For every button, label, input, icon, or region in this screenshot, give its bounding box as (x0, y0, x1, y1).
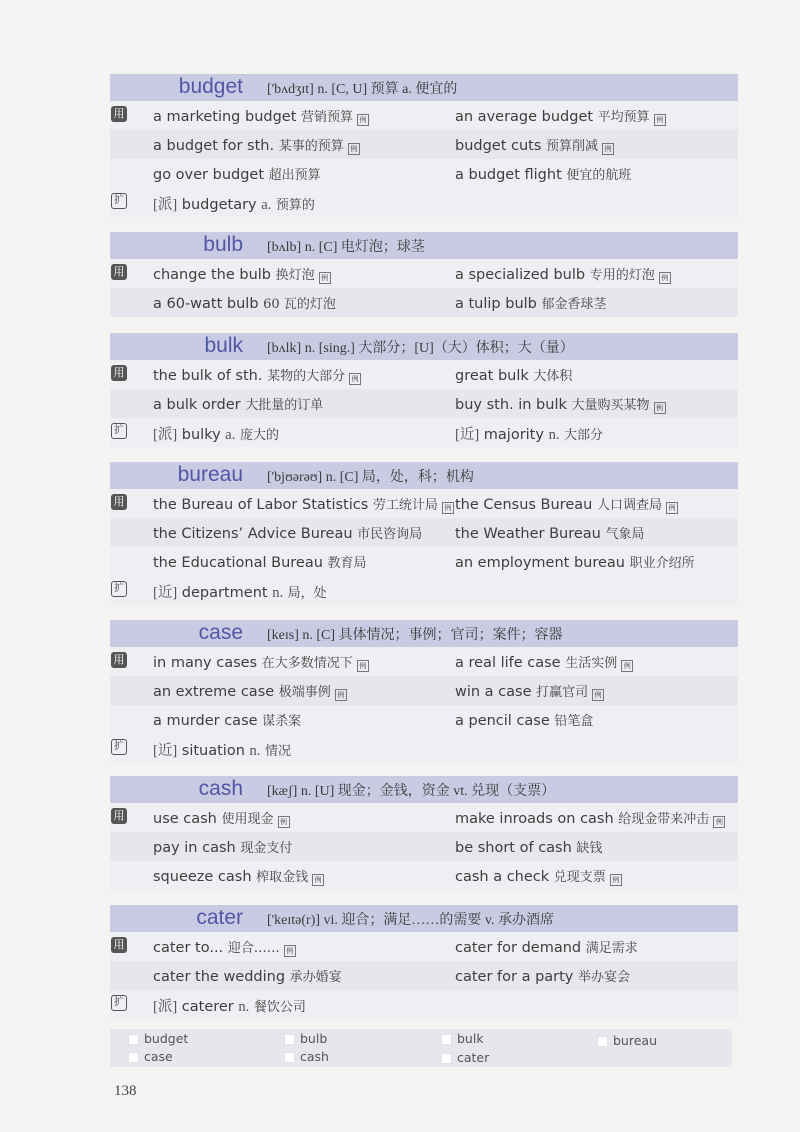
phrase-right (455, 552, 695, 571)
entry-header (110, 462, 738, 489)
extension-tag: [派] (153, 197, 178, 213)
review-word: budget (144, 1031, 189, 1046)
entry-body (110, 101, 738, 217)
phrase-en: an employment bureau (455, 555, 625, 571)
phrase-en: a real life case (455, 655, 561, 671)
phrase-zh: 极端事例 (278, 685, 331, 700)
phrase-left (153, 866, 324, 886)
extension-zh: 预算的 (275, 198, 315, 213)
extension-word: majority (483, 427, 544, 443)
phrase-left (153, 552, 367, 571)
phrase-left (153, 494, 454, 514)
phrase-left (153, 652, 369, 672)
phrase-zh: 平均预算 (597, 110, 650, 125)
phrase-row (110, 259, 738, 288)
phrase-right (455, 937, 638, 956)
phrase-right (455, 710, 593, 729)
phrase-en: a budget for sth. (153, 138, 275, 154)
example-icon: 例 (592, 689, 604, 701)
extension-word: budgetary (181, 197, 257, 213)
example-icon: 例 (621, 660, 633, 672)
entry-block (110, 333, 738, 447)
phrase-right (455, 966, 630, 985)
phrase-right (455, 866, 622, 886)
example-icon: 例 (284, 945, 296, 957)
phrase-row (110, 130, 738, 159)
phrase-row (110, 288, 738, 317)
example-icon: 例 (348, 143, 360, 155)
phrase-zh: 专用的灯泡 (589, 268, 655, 283)
phrase-right (455, 808, 725, 828)
extension-zh: 庞大的 (239, 428, 279, 443)
phrase-right (455, 293, 607, 312)
phrase-en: the bulk of sth. (153, 368, 263, 384)
phrase-zh: 教育局 (327, 556, 367, 571)
phrase-zh: 人口调查局 (596, 498, 662, 513)
headword: bulk (204, 334, 243, 357)
phrase-left (153, 106, 369, 126)
usage-icon: 用 (111, 106, 127, 122)
example-icon: 例 (610, 874, 622, 886)
headword: cash (198, 777, 243, 800)
phrase-zh: 给现金带来冲击 (618, 812, 710, 827)
usage-icon: 用 (111, 652, 127, 668)
phrase-en: cater the wedding (153, 969, 286, 985)
phrase-en: the Bureau of Labor Statistics (153, 497, 369, 513)
phrase-zh: 缺钱 (576, 841, 603, 856)
phrase-left (153, 365, 361, 385)
phrase-zh: 大批量的订单 (245, 398, 324, 413)
phrase-zh: 超出预算 (268, 168, 321, 183)
entry-body (110, 803, 738, 890)
phrase-zh: 榨取金钱 (256, 870, 309, 885)
page-number: 138 (114, 1083, 137, 1099)
entry-header (110, 620, 738, 647)
phrase-en: budget cuts (455, 138, 542, 154)
extension-left (153, 739, 291, 760)
phrase-en: great bulk (455, 368, 529, 384)
phrase-zh: 气象局 (605, 527, 645, 542)
extension-tag: [派] (153, 427, 178, 443)
phrase-right (455, 523, 644, 542)
definition: ['bjʊərəʊ] n. [C] 局，处，科；机构 (267, 470, 474, 485)
phrase-zh: 大体积 (533, 369, 573, 384)
phrase-right (455, 394, 666, 414)
extension-zh: 局，处 (287, 586, 327, 601)
phrase-en: the Citizens’ Advice Bureau (153, 526, 353, 542)
phrase-en: squeeze cash (153, 869, 252, 885)
example-icon: 例 (312, 874, 324, 886)
extension-left (153, 581, 327, 602)
extension-word: bulky (181, 427, 221, 443)
example-icon: 例 (442, 502, 454, 514)
extension-pos: n. (249, 743, 261, 759)
review-word: cash (300, 1049, 329, 1064)
extension-icon: 扩 (111, 739, 127, 755)
phrase-left (153, 937, 296, 957)
phrase-right (455, 164, 631, 183)
phrase-row (110, 861, 738, 890)
extension-row (110, 576, 738, 605)
phrase-en: a budget flight (455, 167, 562, 183)
extension-word: department (181, 585, 268, 601)
phrase-zh: 换灯泡 (275, 268, 315, 283)
phrase-right (455, 494, 678, 514)
phrase-en: make inroads on cash (455, 811, 614, 827)
phrase-zh: 打赢官司 (536, 685, 589, 700)
extension-row (110, 990, 738, 1019)
phrase-en: go over budget (153, 167, 265, 183)
phrase-left (153, 394, 323, 413)
phrase-right (455, 652, 633, 672)
phrase-row (110, 101, 738, 130)
extension-pos: n. (238, 999, 250, 1015)
example-icon: 例 (319, 272, 331, 284)
phrase-zh: 营销预算 (301, 110, 354, 125)
phrase-en: cater for a party (455, 969, 574, 985)
phrase-en: an average budget (455, 109, 594, 125)
phrase-zh: 使用现金 (221, 812, 274, 827)
extension-row (110, 188, 738, 217)
extension-word: caterer (181, 999, 234, 1015)
phrase-left (153, 164, 321, 183)
phrase-zh: 满足需求 (585, 941, 638, 956)
phrase-row (110, 832, 738, 861)
example-icon: 例 (654, 402, 666, 414)
usage-icon: 用 (111, 808, 127, 824)
extension-tag: [派] (153, 999, 178, 1015)
entry-block (110, 620, 738, 763)
review-word: bulb (300, 1031, 328, 1046)
phrase-zh: 某物的大部分 (267, 369, 346, 384)
phrase-en: a marketing budget (153, 109, 297, 125)
definition: [kæʃ] n. [U] 现金；金钱，资金 vt. 兑现（支票） (267, 784, 556, 799)
review-word: case (144, 1049, 173, 1064)
example-icon: 例 (335, 689, 347, 701)
phrase-zh: 兑现支票 (553, 870, 606, 885)
extension-tag: [近] (455, 427, 480, 443)
entry-block (110, 462, 738, 605)
phrase-en: the Educational Bureau (153, 555, 323, 571)
extension-row (110, 734, 738, 763)
entry-body (110, 489, 738, 605)
phrase-left (153, 681, 347, 701)
phrase-en: a tulip bulb (455, 296, 537, 312)
phrase-row (110, 705, 738, 734)
extension-tag: [近] (153, 743, 178, 759)
extension-right (455, 423, 603, 444)
entry-block (110, 776, 738, 890)
phrase-en: the Census Bureau (455, 497, 593, 513)
entry-body (110, 259, 738, 317)
phrase-left (153, 966, 342, 985)
phrase-en: cater to... (153, 940, 224, 956)
usage-icon: 用 (111, 264, 127, 280)
phrase-en: a specialized bulb (455, 267, 586, 283)
phrase-left (153, 264, 331, 284)
phrase-en: win a case (455, 684, 532, 700)
usage-icon: 用 (111, 365, 127, 381)
phrase-left (153, 710, 301, 729)
review-word: bulk (457, 1031, 484, 1046)
phrase-zh: 铅笔盒 (554, 714, 594, 729)
entry-block (110, 905, 738, 1019)
entry-body (110, 647, 738, 763)
usage-icon: 用 (111, 494, 127, 510)
phrase-row (110, 489, 738, 518)
phrase-row (110, 676, 738, 705)
example-icon: 例 (666, 502, 678, 514)
phrase-row (110, 360, 738, 389)
phrase-right (455, 837, 602, 856)
phrase-zh: 举办宴会 (578, 970, 631, 985)
entry-body (110, 932, 738, 1019)
review-word: bureau (613, 1033, 657, 1048)
review-box (110, 1029, 732, 1067)
extension-left (153, 193, 315, 214)
headword: budget (178, 75, 243, 98)
phrase-left (153, 523, 422, 542)
extension-icon: 扩 (111, 423, 127, 439)
phrase-zh: 职业介绍所 (629, 556, 695, 571)
phrase-row (110, 518, 738, 547)
phrase-zh: 生活实例 (565, 656, 618, 671)
extension-pos: a. (225, 427, 236, 443)
entry-block (110, 232, 738, 317)
phrase-en: a 60-watt bulb (153, 296, 259, 312)
example-icon: 例 (349, 373, 361, 385)
headword: bulb (203, 233, 243, 256)
phrase-zh: 承办婚宴 (289, 970, 342, 985)
phrase-zh: 劳工统计局 (372, 498, 438, 513)
phrase-en: an extreme case (153, 684, 275, 700)
phrase-zh: 迎合…… (227, 941, 280, 956)
entry-header (110, 776, 738, 803)
definition: ['keɪtə(r)] vi. 迎合；满足……的需要 v. 承办酒席 (267, 913, 555, 928)
phrase-row (110, 803, 738, 832)
phrase-en: a pencil case (455, 713, 550, 729)
usage-icon: 用 (111, 937, 127, 953)
phrase-row (110, 159, 738, 188)
definition: ['bʌdʒɪt] n. [C, U] 预算 a. 便宜的 (267, 82, 458, 97)
extension-icon: 扩 (111, 995, 127, 1011)
phrase-row (110, 932, 738, 961)
entry-block (110, 74, 738, 217)
entry-body (110, 360, 738, 447)
extension-tag: [近] (153, 585, 178, 601)
phrase-left (153, 837, 292, 856)
entry-header (110, 232, 738, 259)
example-icon: 例 (357, 660, 369, 672)
phrase-en: cash a check (455, 869, 550, 885)
headword: bureau (177, 463, 243, 486)
phrase-en: pay in cash (153, 840, 236, 856)
example-icon: 例 (659, 272, 671, 284)
extension-row (110, 418, 738, 447)
phrase-en: in many cases (153, 655, 258, 671)
phrase-right (455, 365, 572, 384)
extension-zh: 情况 (265, 744, 292, 759)
headword: case (198, 621, 243, 644)
extension-zh: 大部分 (564, 428, 604, 443)
phrase-zh: 便宜的航班 (566, 168, 632, 183)
example-icon: 例 (654, 114, 666, 126)
phrase-left (153, 135, 360, 155)
extension-zh: 餐饮公司 (253, 1000, 306, 1015)
phrase-en: be short of cash (455, 840, 572, 856)
phrase-zh: 预算削减 (546, 139, 599, 154)
definition: [keɪs] n. [C] 具体情况；事例；官司；案件；容器 (267, 628, 563, 643)
phrase-right (455, 106, 666, 126)
phrase-en: change the bulb (153, 267, 272, 283)
extension-left (153, 995, 306, 1016)
example-icon: 例 (357, 114, 369, 126)
phrase-zh: 在大多数情况下 (261, 656, 353, 671)
phrase-en: cater for demand (455, 940, 582, 956)
phrase-zh: 现金支付 (240, 841, 293, 856)
phrase-zh: 谋杀案 (262, 714, 302, 729)
phrase-right (455, 681, 604, 701)
example-icon: 例 (713, 816, 725, 828)
extension-pos: n. (548, 427, 560, 443)
phrase-row (110, 389, 738, 418)
entry-header (110, 333, 738, 360)
phrase-left (153, 293, 336, 312)
phrase-row (110, 961, 738, 990)
phrase-zh: 大量购买某物 (571, 398, 650, 413)
phrase-en: the Weather Bureau (455, 526, 601, 542)
phrase-en: buy sth. in bulk (455, 397, 567, 413)
extension-icon: 扩 (111, 581, 127, 597)
example-icon: 例 (278, 816, 290, 828)
phrase-zh: 60 瓦的灯泡 (263, 297, 336, 312)
phrase-zh: 市民咨询局 (357, 527, 423, 542)
definition: [bʌlk] n. [sing.] 大部分；[U]（大）体积；大（量） (267, 341, 574, 356)
extension-pos: a. (261, 197, 272, 213)
extension-icon: 扩 (111, 193, 127, 209)
phrase-right (455, 135, 614, 155)
entry-header (110, 74, 738, 101)
phrase-en: a bulk order (153, 397, 241, 413)
phrase-zh: 某事的预算 (278, 139, 344, 154)
phrase-left (153, 808, 290, 828)
example-icon: 例 (602, 143, 614, 155)
entry-header (110, 905, 738, 932)
definition: [bʌlb] n. [C] 电灯泡；球茎 (267, 240, 425, 255)
phrase-en: use cash (153, 811, 217, 827)
extension-word: situation (181, 743, 245, 759)
extension-left (153, 423, 279, 444)
phrase-zh: 郁金香球茎 (541, 297, 607, 312)
phrase-row (110, 547, 738, 576)
phrase-row (110, 647, 738, 676)
phrase-en: a murder case (153, 713, 258, 729)
extension-pos: n. (272, 585, 284, 601)
headword: cater (196, 906, 243, 929)
phrase-right (455, 264, 671, 284)
review-word: cater (457, 1050, 490, 1065)
